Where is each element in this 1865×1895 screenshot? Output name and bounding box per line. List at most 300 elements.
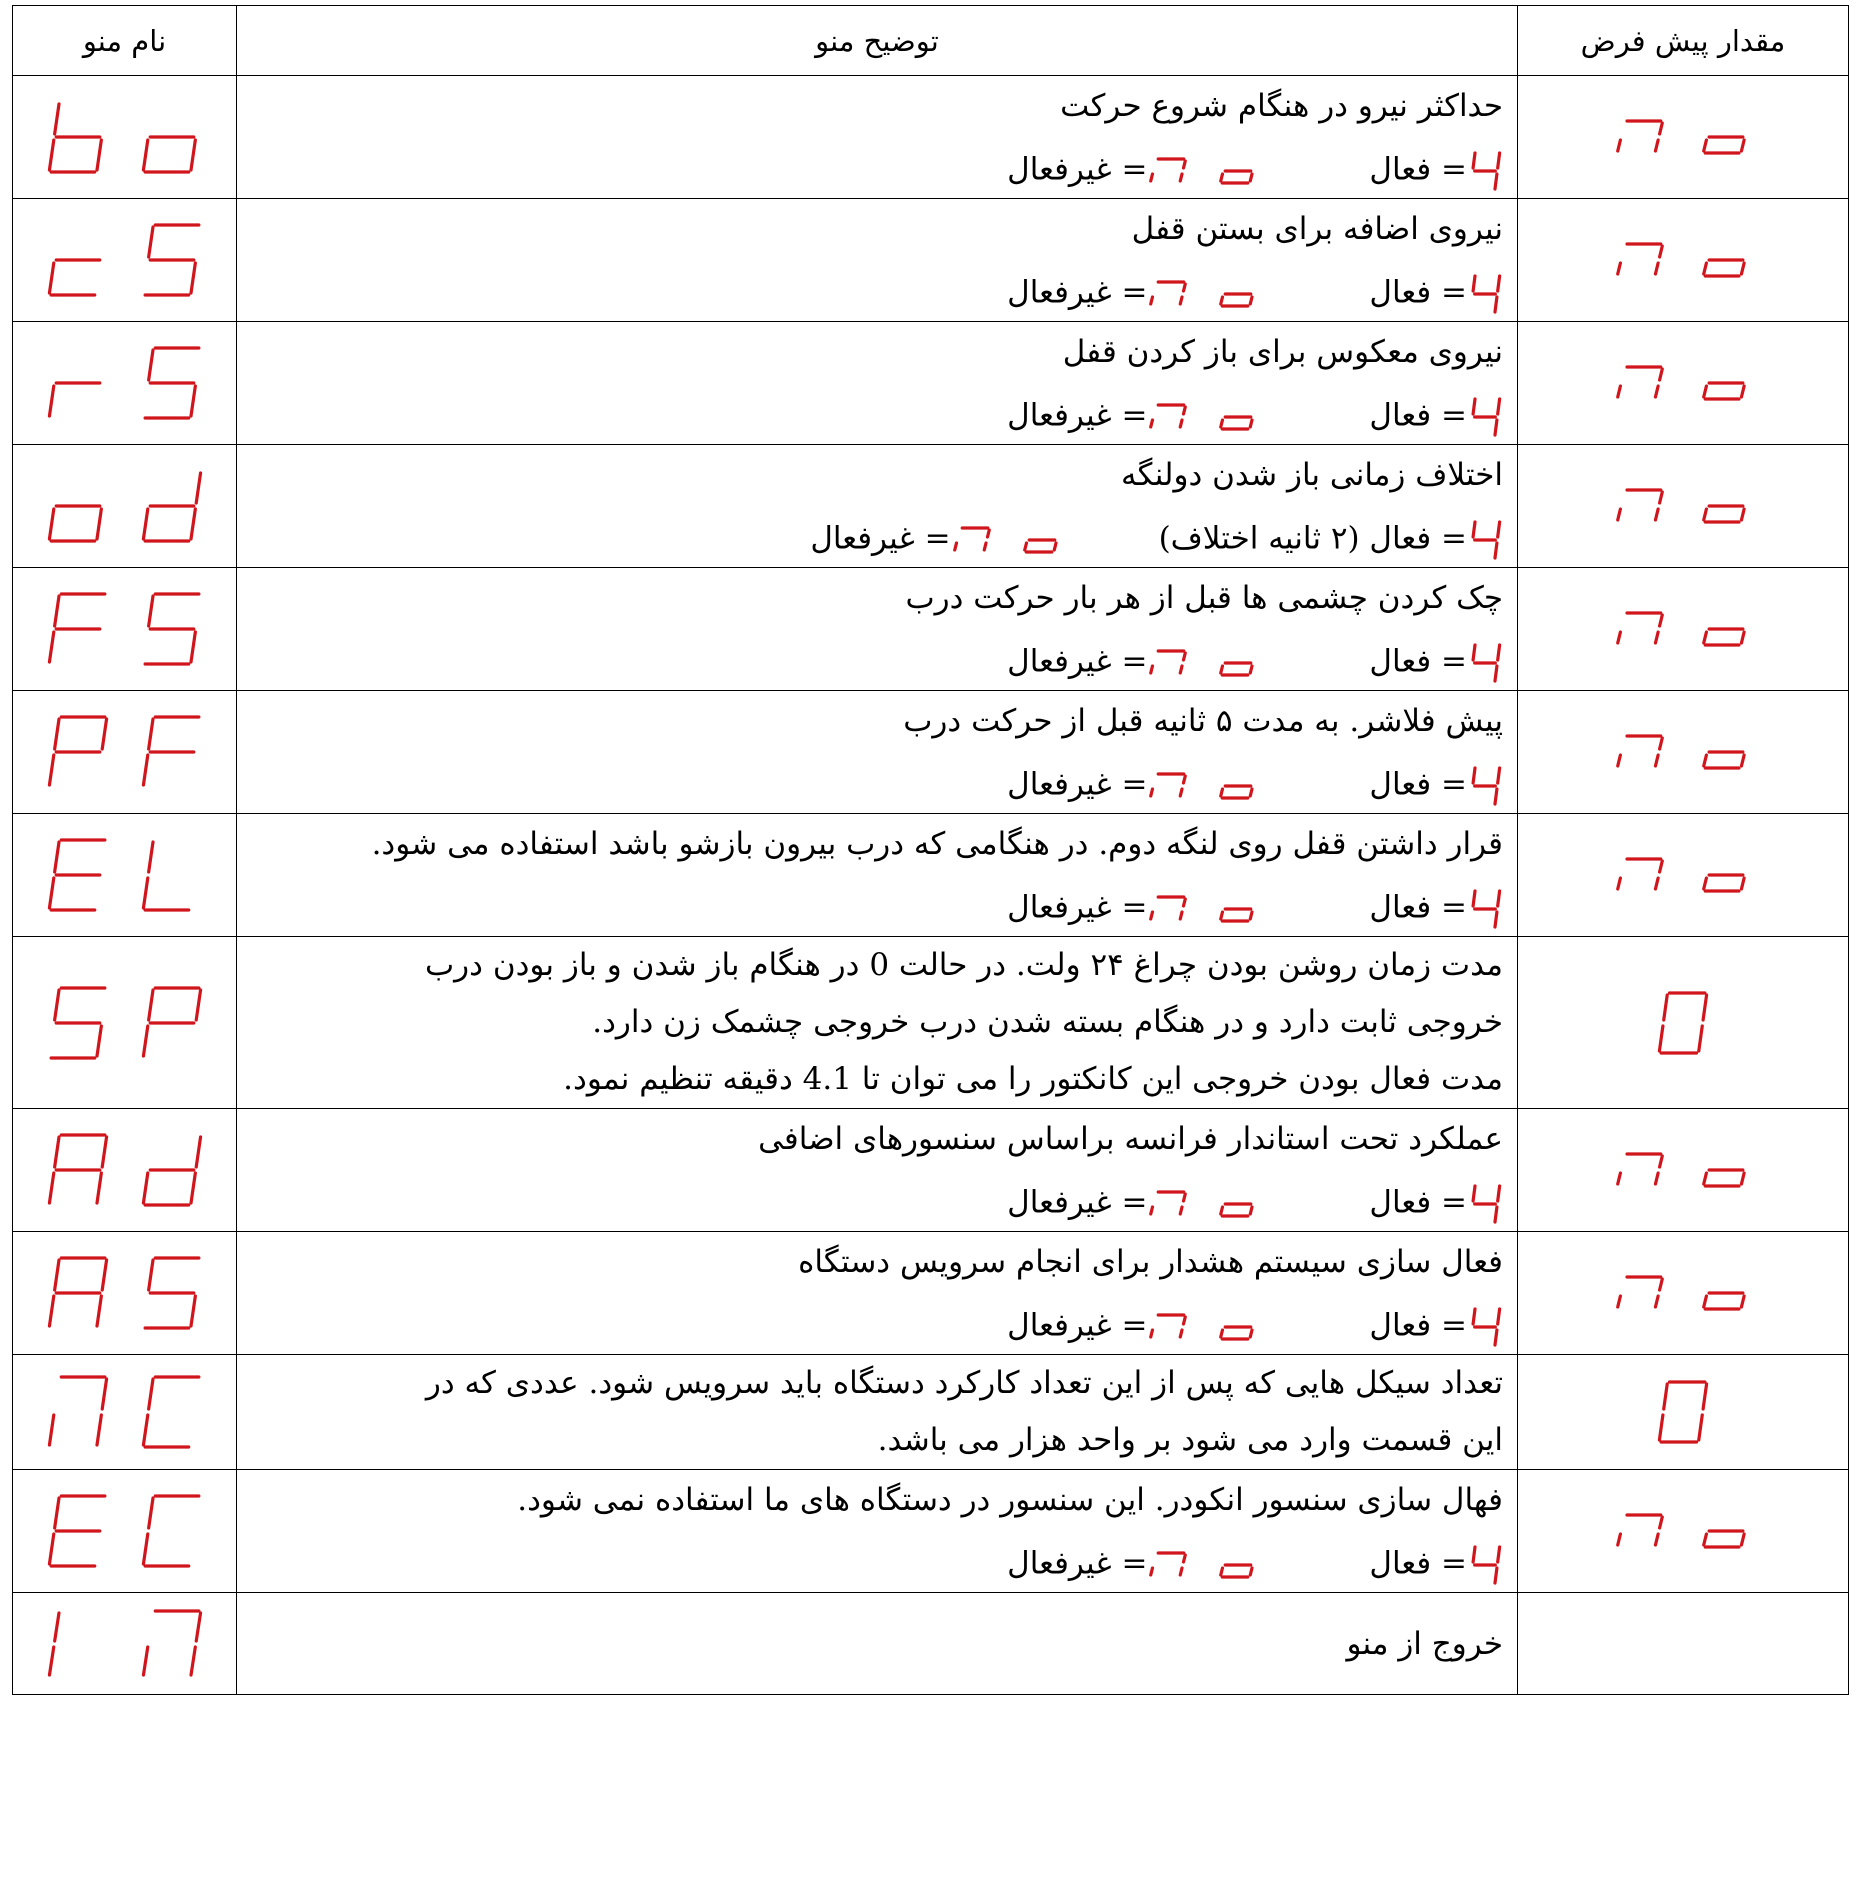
seven-segment-digit: [1467, 270, 1503, 318]
seven-segment-digit: [1700, 117, 1752, 157]
seven-segment-digit: [1467, 639, 1503, 687]
segment-c: [1181, 1330, 1183, 1337]
menu-description-cell: [237, 1593, 1518, 1695]
seven-segment-digit: [1147, 401, 1189, 433]
options-line: [251, 505, 1503, 567]
active-symbol: [1467, 507, 1503, 569]
segment-c: [96, 1173, 100, 1203]
segment-b: [1498, 1309, 1500, 1324]
segment-c: [1251, 666, 1253, 673]
segment-c: [1181, 666, 1183, 673]
option-inactive-label: = غیرفعال: [1007, 643, 1148, 680]
segment-e: [143, 1647, 147, 1675]
segment-c: [1181, 1207, 1183, 1214]
option-active: [1369, 752, 1503, 816]
segment-c: [1251, 1330, 1253, 1337]
seven-segment-digit: [1147, 647, 1189, 679]
segment-f: [54, 1137, 58, 1167]
seven-segment-digit: [1614, 1511, 1666, 1551]
segment-c: [1495, 666, 1497, 681]
seven-segment-digit: [1147, 155, 1189, 187]
default-value-display: [1614, 609, 1752, 649]
segment-b: [1703, 1384, 1706, 1409]
menu-name-cell: [13, 691, 237, 814]
active-symbol: [1467, 630, 1503, 692]
seven-segment-digit: [140, 1131, 204, 1209]
default-value-display: [1614, 855, 1752, 895]
seven-segment-digit: [46, 221, 110, 299]
seven-segment-digit: [1614, 1273, 1666, 1313]
segment-c: [1655, 1296, 1658, 1307]
menu-description-cell: [237, 691, 1518, 814]
segment-e: [1151, 297, 1153, 304]
option-inactive: [1007, 1293, 1259, 1357]
description-line: نیروی معکوس برای باز کردن قفل: [1062, 334, 1503, 370]
menu-row: [13, 1355, 1849, 1470]
segment-c: [96, 1026, 100, 1056]
segment-e: [143, 1415, 147, 1445]
menu-description-cell: [237, 1470, 1518, 1593]
segment-b: [196, 1137, 200, 1167]
segment-e: [1151, 789, 1153, 796]
menu-row: [13, 199, 1849, 322]
inactive-symbol: [1147, 138, 1259, 200]
seven-segment-digit: [1700, 363, 1752, 403]
segment-c: [1181, 297, 1183, 304]
seven-segment-digit: [140, 1373, 204, 1451]
segment-e: [1704, 1296, 1707, 1307]
seven-segment-digit: [140, 98, 204, 176]
segment-c: [1495, 912, 1497, 927]
seven-segment-digit: [140, 1254, 204, 1332]
seven-segment-digit: [1656, 989, 1710, 1057]
active-symbol: [1467, 384, 1503, 446]
option-inactive-label: = غیرفعال: [1007, 1307, 1148, 1344]
segment-f: [1473, 645, 1475, 660]
seven-segment-digit: [1614, 486, 1666, 526]
segment-e: [1618, 1296, 1621, 1307]
inactive-symbol: [1147, 876, 1259, 938]
inactive-symbol: [951, 507, 1063, 569]
segment-f: [148, 1498, 152, 1528]
segment-b: [1660, 246, 1663, 257]
option-inactive-label: = غیرفعال: [1007, 889, 1148, 926]
segment-e: [1704, 1534, 1707, 1545]
seven-segment-digit: [1217, 1188, 1259, 1220]
segment-b: [1184, 653, 1186, 660]
segment-c: [1741, 755, 1744, 766]
segment-e: [1221, 912, 1223, 919]
options-line: [251, 1169, 1503, 1231]
default-value-cell: [1518, 1470, 1849, 1593]
menu-name-cell: [13, 1232, 237, 1355]
option-active-label: = فعال: [1369, 1307, 1467, 1344]
default-value-display: [1614, 1511, 1752, 1551]
segment-e: [1221, 1568, 1223, 1575]
segment-b: [196, 990, 200, 1020]
segment-c: [1054, 543, 1056, 550]
option-active-label: = فعال: [1369, 151, 1467, 188]
default-value-display: [1614, 240, 1752, 280]
menu-code-display: [46, 984, 204, 1062]
segment-b: [102, 719, 106, 749]
segment-e: [1221, 297, 1223, 304]
menu-code-display: [46, 1131, 204, 1209]
seven-segment-digit: [46, 590, 110, 668]
segment-e: [1618, 755, 1621, 766]
seven-segment-digit: [1614, 240, 1666, 280]
description-line: این قسمت وارد می شود بر واحد هزار می باشد.: [877, 1422, 1503, 1458]
segment-e: [1151, 1330, 1153, 1337]
default-value-display: [1614, 1150, 1752, 1190]
segment-c: [1741, 263, 1744, 274]
segment-c: [1251, 789, 1253, 796]
segment-f: [54, 842, 58, 872]
segment-e: [1618, 140, 1621, 151]
segment-c: [1251, 912, 1253, 919]
segment-c: [1699, 1026, 1702, 1051]
menu-name-cell: [13, 76, 237, 199]
segment-b: [102, 1260, 106, 1290]
segment-b: [1184, 1194, 1186, 1201]
segment-c: [1741, 878, 1744, 889]
active-symbol: [1467, 753, 1503, 815]
segment-c: [190, 632, 194, 662]
default-value-cell: [1518, 568, 1849, 691]
segment-e: [1151, 912, 1153, 919]
segment-e: [1618, 386, 1621, 397]
option-inactive: [1007, 260, 1259, 324]
seven-segment-digit: [1147, 278, 1189, 310]
seven-segment-digit: [140, 221, 204, 299]
segment-f: [1473, 768, 1475, 783]
segment-c: [190, 1173, 194, 1203]
seven-segment-digit: [140, 467, 204, 545]
option-inactive-label: = غیرفعال: [1007, 1184, 1148, 1221]
option-inactive: [1007, 875, 1259, 939]
options-line: [251, 136, 1503, 198]
segment-f: [148, 596, 152, 626]
option-inactive-label: = غیرفعال: [1007, 274, 1148, 311]
default-value-display: [1614, 1273, 1752, 1313]
segment-c: [1495, 543, 1497, 558]
option-active: [1369, 1170, 1503, 1234]
seven-segment-digit: [1614, 1150, 1666, 1190]
segment-c: [1181, 1568, 1183, 1575]
segment-b: [1660, 1517, 1663, 1528]
seven-segment-digit: [46, 1254, 110, 1332]
menu-description-cell: [237, 1232, 1518, 1355]
seven-segment-digit: [1467, 1541, 1503, 1589]
description-line: فعال سازی سیستم هشدار برای انجام سرویس دستگاه: [798, 1244, 1503, 1280]
segment-c: [1741, 386, 1744, 397]
inactive-symbol: [1147, 1171, 1259, 1233]
segment-c: [1181, 912, 1183, 919]
segment-c: [1655, 1534, 1658, 1545]
option-inactive: [1007, 1531, 1259, 1595]
segment-c: [1495, 1330, 1497, 1345]
segment-b: [1660, 369, 1663, 380]
segment-e: [1618, 263, 1621, 274]
segment-c: [1655, 632, 1658, 643]
segment-e: [1221, 666, 1223, 673]
seven-segment-digit: [1467, 516, 1503, 564]
segment-f: [148, 990, 152, 1020]
segment-c: [190, 140, 194, 170]
description-line: فهال سازی سنسور انکودر. این سنسور در دستگاه های ما استفاده نمی شود.: [517, 1482, 1503, 1518]
option-inactive: [1007, 137, 1259, 201]
segment-c: [1495, 789, 1497, 804]
menu-code-display: [46, 590, 204, 668]
segment-f: [1473, 891, 1475, 906]
segment-f: [148, 1260, 152, 1290]
seven-segment-digit: [1467, 1180, 1503, 1228]
segment-f: [1473, 522, 1475, 537]
segment-e: [49, 386, 53, 416]
segment-e: [1618, 878, 1621, 889]
segment-c: [1741, 1534, 1744, 1545]
seven-segment-digit: [46, 344, 110, 422]
seven-segment-digit: [140, 713, 204, 791]
segment-c: [1655, 755, 1658, 766]
seven-segment-digit: [1700, 855, 1752, 895]
seven-segment-digit: [46, 984, 110, 1062]
default-value-cell: [1518, 691, 1849, 814]
segment-b: [1498, 1547, 1500, 1562]
inactive-symbol: [1147, 1532, 1259, 1594]
inactive-symbol: [1147, 753, 1259, 815]
menu-description-cell: [237, 322, 1518, 445]
segment-e: [143, 878, 147, 908]
segment-c: [1251, 1207, 1253, 1214]
seven-segment-digit: [1217, 647, 1259, 679]
menu-code-display: [46, 1373, 204, 1451]
seven-segment-digit: [1614, 732, 1666, 772]
segment-c: [1251, 174, 1253, 181]
inactive-symbol: [1147, 261, 1259, 323]
segment-b: [1184, 776, 1186, 783]
segment-b: [1498, 399, 1500, 414]
seven-segment-digit: [1217, 770, 1259, 802]
segment-e: [1659, 1026, 1662, 1051]
segment-e: [49, 1296, 53, 1326]
menu-name-cell: [13, 568, 237, 691]
segment-e: [1221, 789, 1223, 796]
menu-code-display: [46, 221, 204, 299]
menu-row: [13, 937, 1849, 1109]
option-inactive-label: = غیرفعال: [1007, 151, 1148, 188]
segment-e: [49, 755, 53, 785]
option-inactive: [1007, 752, 1259, 816]
seven-segment-digit: [1217, 278, 1259, 310]
segment-f: [1473, 1309, 1475, 1324]
segment-e: [49, 1647, 53, 1675]
header-menu-name: نام منو: [13, 6, 237, 76]
menu-row: [13, 1232, 1849, 1355]
menu-description-cell: [237, 1109, 1518, 1232]
segment-c: [1251, 1568, 1253, 1575]
segment-f: [1664, 1384, 1667, 1409]
description-line: مدت زمان روشن بودن چراغ ۲۴ ولت. در حالت 0 در هنگام باز شدن و باز بودن درب: [425, 947, 1503, 983]
segment-c: [1495, 1207, 1497, 1222]
menu-table-sheet: [12, 5, 1848, 1695]
segment-e: [1151, 420, 1153, 427]
segment-f: [54, 719, 58, 749]
option-active-label: = فعال: [1369, 274, 1467, 311]
seven-segment-digit: [1147, 1188, 1189, 1220]
segment-b: [1660, 1156, 1663, 1167]
seven-segment-digit: [46, 1373, 110, 1451]
seven-segment-digit: [1700, 609, 1752, 649]
menu-code-display: [46, 1607, 204, 1681]
segment-e: [49, 509, 53, 539]
segment-b: [196, 1613, 200, 1641]
menu-row: [13, 322, 1849, 445]
segment-e: [1618, 509, 1621, 520]
segment-c: [1495, 1568, 1497, 1583]
menu-code-display: [46, 98, 204, 176]
segment-b: [196, 473, 200, 503]
segment-c: [1655, 509, 1658, 520]
description-line: قرار داشتن قفل روی لنگه دوم. در هنگامی که درب بیرون بازشو باشد استفاده می شود.: [371, 826, 1503, 862]
segment-b: [1660, 123, 1663, 134]
segment-e: [49, 878, 53, 908]
seven-segment-digit: [1614, 363, 1666, 403]
option-active: [1369, 137, 1503, 201]
menu-code-display: [46, 467, 204, 545]
segment-e: [49, 632, 53, 662]
default-value-cell: [1518, 1593, 1849, 1695]
option-active-label: = فعال: [1369, 889, 1467, 926]
option-inactive-label: = غیرفعال: [1007, 766, 1148, 803]
segment-f: [1664, 995, 1667, 1020]
seven-segment-digit: [1217, 155, 1259, 187]
segment-c: [1495, 174, 1497, 189]
segment-e: [49, 1173, 53, 1203]
segment-f: [54, 1613, 58, 1641]
segment-b: [102, 1379, 106, 1409]
segment-f: [54, 1260, 58, 1290]
active-symbol: [1467, 1294, 1503, 1356]
active-symbol: [1467, 138, 1503, 200]
seven-segment-digit: [140, 1492, 204, 1570]
segment-e: [1221, 1207, 1223, 1214]
active-symbol: [1467, 261, 1503, 323]
option-active: [1369, 1293, 1503, 1357]
segment-c: [1741, 1173, 1744, 1184]
seven-segment-digit: [1614, 609, 1666, 649]
header-default-value: مقدار پیش فرض: [1518, 6, 1849, 76]
menu-description-cell: [237, 568, 1518, 691]
seven-segment-digit: [1614, 117, 1666, 157]
segment-c: [1495, 420, 1497, 435]
segment-e: [49, 140, 53, 170]
menu-row: [13, 1109, 1849, 1232]
seven-segment-digit: [1700, 240, 1752, 280]
segment-e: [143, 140, 147, 170]
options-line: [251, 1530, 1503, 1592]
options-line: [251, 874, 1503, 936]
segment-c: [1495, 297, 1497, 312]
menu-row: [13, 814, 1849, 937]
menu-name-cell: [13, 445, 237, 568]
option-inactive-label: = غیرفعال: [810, 520, 951, 557]
segment-c: [191, 1647, 195, 1675]
description-line: خروجی ثابت دارد و در هنگام بسته شدن درب خروجی چشمک زن دارد.: [592, 1004, 1503, 1040]
segment-f: [54, 104, 58, 134]
default-value-display: [1614, 486, 1752, 526]
segment-c: [1655, 878, 1658, 889]
seven-segment-digit: [1147, 1549, 1189, 1581]
default-value-cell: [1518, 937, 1849, 1109]
segment-c: [96, 509, 100, 539]
segment-c: [1741, 1296, 1744, 1307]
options-line: [251, 382, 1503, 444]
seven-segment-digit: [46, 98, 110, 176]
segment-e: [1704, 1173, 1707, 1184]
default-value-cell: [1518, 322, 1849, 445]
seven-segment-digit: [140, 590, 204, 668]
segment-e: [954, 543, 956, 550]
menu-row: [13, 445, 1849, 568]
menu-table-body: [13, 76, 1849, 1695]
menu-code-display: [46, 1492, 204, 1570]
segment-c: [190, 386, 194, 416]
menu-description-cell: [237, 1355, 1518, 1470]
seven-segment-digit: [1147, 770, 1189, 802]
inactive-symbol: [1147, 630, 1259, 692]
menu-code-display: [46, 344, 204, 422]
menu-description-cell: [237, 814, 1518, 937]
option-inactive-label: = غیرفعال: [1007, 397, 1148, 434]
seven-segment-digit: [1467, 393, 1503, 441]
menu-code-display: [46, 1254, 204, 1332]
segment-f: [148, 842, 152, 872]
segment-b: [1498, 1186, 1500, 1201]
default-value-display: [1614, 117, 1752, 157]
segment-e: [49, 263, 53, 293]
menu-description-cell: [237, 199, 1518, 322]
segment-c: [1251, 420, 1253, 427]
inactive-symbol: [1147, 384, 1259, 446]
default-value-cell: [1518, 199, 1849, 322]
seven-segment-digit: [1467, 885, 1503, 933]
menu-name-cell: [13, 322, 237, 445]
description-line: تعداد سیکل هایی که پس از این تعداد کارکرد دستگاه باید سرویس شود. عددی که در: [425, 1365, 1503, 1401]
description-line: حداکثر نیرو در هنگام شروع حرکت: [1060, 88, 1503, 124]
option-active-label: = فعال: [1369, 766, 1467, 803]
option-active: [1369, 1531, 1503, 1595]
seven-segment-digit: [1147, 1311, 1189, 1343]
option-inactive: [1007, 383, 1259, 447]
menu-name-cell: [13, 937, 237, 1109]
segment-b: [1184, 407, 1186, 414]
segment-e: [1151, 666, 1153, 673]
segment-e: [1618, 632, 1621, 643]
options-line: [251, 259, 1503, 321]
segment-c: [1181, 789, 1183, 796]
segment-e: [143, 1534, 147, 1564]
segment-c: [1181, 174, 1183, 181]
option-active: [1369, 260, 1503, 324]
seven-segment-digit: [1147, 893, 1189, 925]
menu-row: [13, 1470, 1849, 1593]
menu-name-cell: [13, 1470, 237, 1593]
segment-b: [1184, 1317, 1186, 1324]
default-value-cell: [1518, 445, 1849, 568]
segment-c: [96, 1415, 100, 1445]
inactive-symbol: [1147, 1294, 1259, 1356]
